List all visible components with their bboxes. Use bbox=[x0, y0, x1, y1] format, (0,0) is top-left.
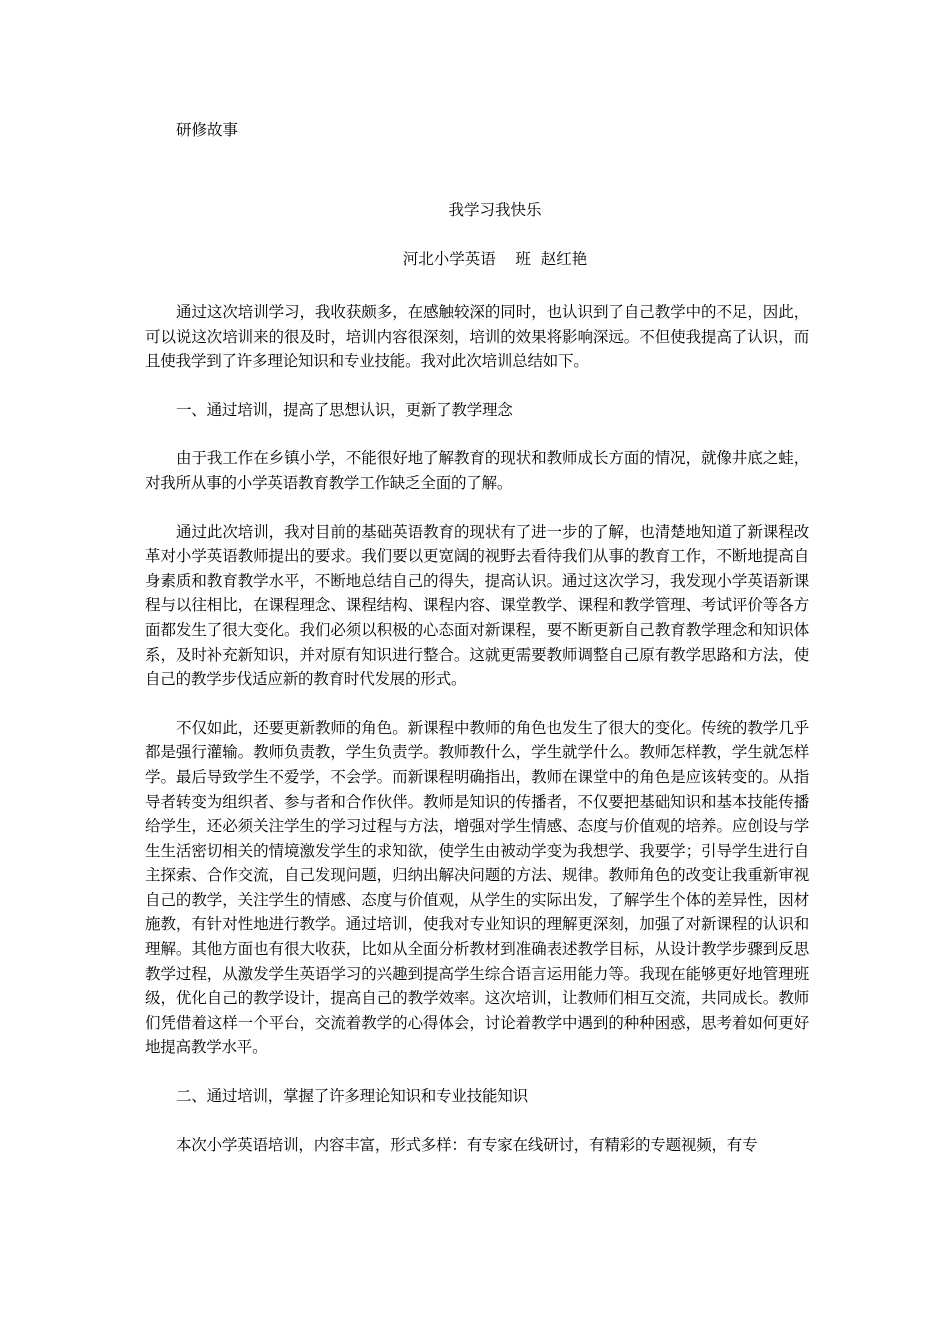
document-title: 我学习我快乐 bbox=[448, 201, 542, 219]
section-heading-2: 二、通过培训，掌握了许多理论知识和专业技能知识 bbox=[176, 1087, 528, 1106]
paragraph-intro: 通过这次培训学习，我收获颇多，在感触较深的同时，也认识到了自己教学中的不足，因此，可以说这次培训来的很及时，培训内容很深刻，培训的效果将影响深远。不但使我提高了认识，而且使我学到了许多理论知识和专业技能。我对此次培训总结如下。 bbox=[145, 303, 809, 371]
section-heading-1: 一、通过培训，提高了思想认识，更新了教学理念 bbox=[176, 400, 513, 419]
author-line: 河北小学英语 班 赵红艳 bbox=[402, 250, 588, 268]
document-body bbox=[145, 300, 809, 1157]
paragraph-background: 由于我工作在乡镇小学，不能很好地了解教育的现状和教师成长方面的情况，就像井底之蛙，对我所从事的小学英语教育教学工作缺乏全面的了解。 bbox=[145, 449, 809, 492]
document-category-label: 研修故事 bbox=[176, 121, 239, 139]
paragraph-curriculum: 通过此次培训，我对目前的基础英语教育的现状有了进一步的了解，也清楚地知道了新课程改革对小学英语教师提出的要求。我们要以更宽阔的视野去看待我们从事的教育工作，不断地提高自身素质和教育教学水平，不断地总结自己的得失，提高认识。通过这次学习，我发现小学英语新课程与以往相比，在课程理念、课程结构、课程内容、课堂教学、课程和教学管理、考试评价等各方面都发生了很大变化。我们必须以积极的心态面对新课程，要不断更新自己教育教学理念和知识体系，及时补充新知识，并对原有知识进行整合。这就更需要教师调整自己原有教学思路和方法，使自己的教学步伐适应新的教育时代发展的形式。 bbox=[145, 522, 809, 689]
paragraph-training-content: 本次小学英语培训，内容丰富，形式多样：有专家在线研讨，有精彩的专题视频，有专 bbox=[176, 1135, 758, 1154]
paragraph-teacher-role: 不仅如此，还要更新教师的角色。新课程中教师的角色也发生了很大的变化。传统的教学几乎都是强行灌输。教师负责教，学生负责学。教师教什么，学生就学什么。教师怎样教，学生就怎样学。最后导致学生不爱学，不会学。而新课程明确指出，教师在课堂中的角色是应该转变的。从指导者转变为组织者、参与者和合作伙伴。教师是知识的传播者，不仅要把基础知识和基本技能传播给学生，还必须关注学生的学习过程与方法，增强对学生情感、态度与价值观的培养。应创设与学生生活密切相关的情境激发学生的求知欲，使学生由被动学变为我想学、我要学；引导学生进行自主探索、合作交流，自己发现问题，归纳出解决问题的方法、规律。教师角色的改变让我重新审视自己的教学，关注学生的情感、态度与价值观，从学生的实际出发，了解学生个体的差异性，因材施教，有针对性地进行教学。通过培训，使我对专业知识的理解更深刻，加强了对新课程的认识和理解。其他方面也有很大收获，比如从全面分析教材到准确表述教学目标，从设计教学步骤到反思教学过程，从激发学生英语学习的兴趣到提高学生综合语言运用能力等。我现在能够更好地管理班级，优化自己的教学设计，提高自己的教学效率。这次培训，让教师们相互交流，共同成长。教师们凭借着这样一个平台，交流着教学的心得体会，讨论着教学中遇到的种种困惑，思考着如何更好地提高教学水平。 bbox=[145, 718, 809, 1057]
